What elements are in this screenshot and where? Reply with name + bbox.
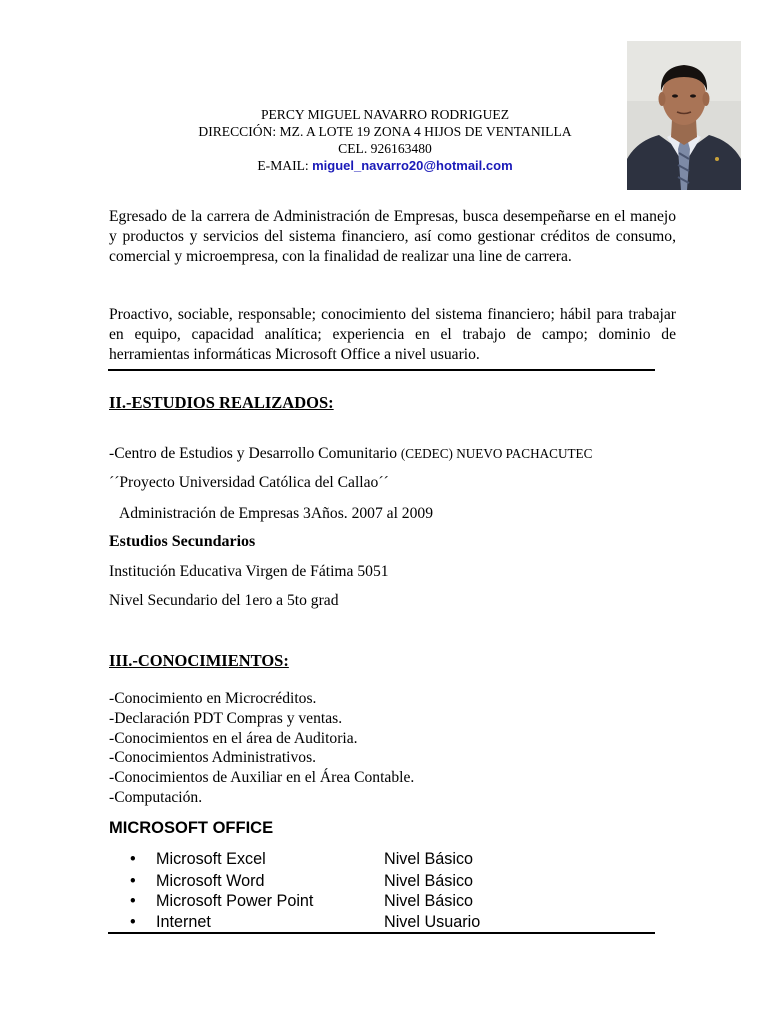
office-app-name: Internet: [156, 913, 211, 931]
knowledge-list: [109, 689, 414, 808]
knowledge-section-title: III.-CONOCIMIENTOS:: [109, 651, 289, 670]
secondary-studies-heading: Estudios Secundarios: [109, 533, 256, 550]
address: DIRECCIÓN: MZ. A LOTE 19 ZONA 4 HIJOS DE VENTANILLA: [198, 124, 572, 139]
office-app-name: Microsoft Excel: [156, 850, 266, 868]
office-app-name: Microsoft Power Point: [156, 892, 314, 910]
study-career: Administración de Empresas 3Años. 2007 al 2009: [119, 505, 433, 522]
office-skill-level: Nivel Usuario: [384, 913, 481, 931]
person-portrait-image: [627, 41, 741, 190]
email-link[interactable]: miguel_navarro20@hotmail.com: [312, 158, 513, 173]
knowledge-item: -Declaración PDT Compras y ventas.: [109, 709, 343, 727]
office-skill-row: [130, 892, 550, 913]
study-center-acronym: (CEDEC) NUEVO PACHACUTEC: [400, 446, 593, 461]
office-skill-level: Nivel Básico: [384, 850, 474, 868]
profile-photo: [627, 41, 741, 190]
email-line: [150, 157, 620, 174]
knowledge-item: -Conocimientos en el área de Auditoria.: [109, 729, 358, 747]
studies-section-title: II.-ESTUDIOS REALIZADOS:: [109, 393, 334, 412]
secondary-school: Institución Educativa Virgen de Fátima 5051: [109, 563, 389, 580]
divider-top: [108, 369, 655, 371]
office-skill-row: [130, 913, 550, 934]
phone: CEL. 926163480: [338, 141, 432, 156]
office-skill-row: [130, 872, 550, 893]
bullet-icon: •: [130, 892, 136, 910]
study-center-name: -Centro de Estudios y Desarrollo Comunitario: [109, 445, 401, 462]
office-section-title: MICROSOFT OFFICE: [109, 819, 274, 837]
knowledge-item: -Conocimientos de Auxiliar en el Área Contable.: [109, 769, 415, 787]
study-center: [109, 445, 592, 463]
bullet-icon: •: [130, 850, 136, 868]
knowledge-item: -Conocimientos Administrativos.: [109, 749, 317, 767]
secondary-level: Nivel Secundario del 1ero a 5to grad: [109, 592, 339, 609]
email-label: E-MAIL:: [257, 158, 313, 173]
knowledge-item: -Computación.: [109, 788, 203, 806]
divider-bottom: [108, 932, 655, 934]
office-app-name: Microsoft Word: [156, 872, 265, 890]
profile-paragraph-2: Proactivo, sociable, responsable; conocimiento del sistema financiero; hábil para trabajar en equipo, capacidad analítica; experiencia en el trabajo de campo; dominio de herramientas informáticas Microsoft Office a nivel usuario.: [109, 306, 676, 363]
knowledge-item: -Conocimiento en Microcréditos.: [109, 690, 317, 707]
bullet-icon: •: [130, 872, 136, 890]
office-skill-level: Nivel Básico: [384, 872, 474, 890]
office-skill-row: [130, 850, 550, 871]
candidate-name: PERCY MIGUEL NAVARRO RODRIGUEZ: [260, 107, 510, 122]
bullet-icon: •: [130, 913, 136, 931]
study-project: ´´Proyecto Universidad Católica del Callao´´: [109, 474, 389, 491]
office-skill-level: Nivel Básico: [384, 892, 474, 910]
profile-paragraph-1: Egresado de la carrera de Administración de Empresas, busca desempeñarse en el manejo y productos y servicios del sistema financiero, así como gestionar créditos de consumo, comercial y microempresa, con la finalidad de realizar una line de carrera.: [109, 208, 676, 265]
